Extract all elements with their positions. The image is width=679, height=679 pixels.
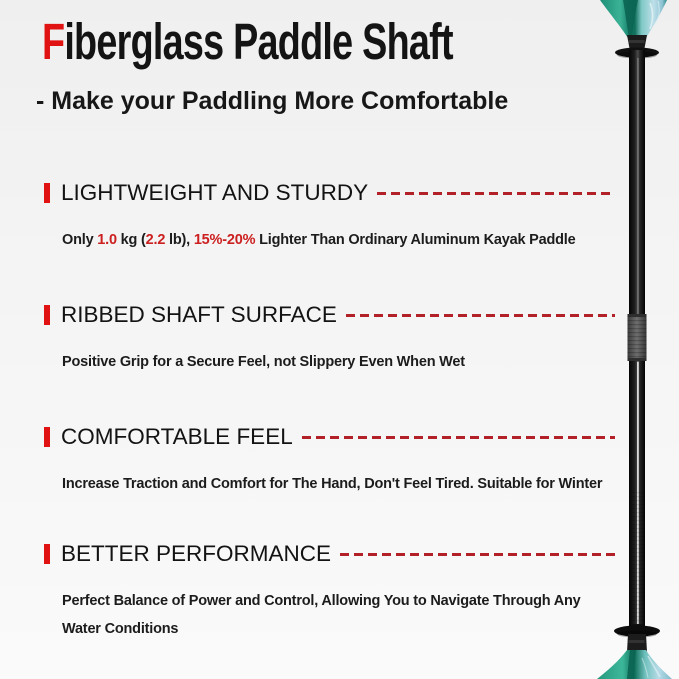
title-rest: iberglass Paddle Shaft: [64, 13, 453, 70]
feature-heading-row: [44, 424, 615, 450]
paddle-top-blade: [600, 0, 667, 38]
feature-body-line: Water Conditions: [62, 621, 179, 637]
title-first-letter: F: [42, 13, 65, 70]
paddle-bottom-blade: [597, 650, 672, 679]
feature-section-lightweight: [44, 180, 615, 254]
shaft-texture: [630, 490, 645, 625]
feature-body: [62, 348, 615, 376]
page-title: [42, 14, 453, 70]
feature-heading: RIBBED SHAFT SURFACE: [61, 302, 337, 327]
feature-heading: COMFORTABLE FEEL: [61, 424, 293, 449]
feature-body: [62, 226, 615, 254]
leader-dash-line: [340, 553, 615, 556]
red-accent-bar: [44, 305, 50, 325]
feature-body: [62, 587, 615, 643]
feature-section-better-performance: [44, 541, 615, 643]
feature-heading-row: [44, 541, 615, 567]
feature-body-line: Perfect Balance of Power and Control, Allowing You to Navigate Through Any: [62, 593, 581, 609]
red-accent-bar: [44, 427, 50, 447]
feature-heading-row: [44, 302, 615, 328]
feature-heading-row: [44, 180, 615, 206]
paddle-shaft-image: [580, 0, 679, 679]
red-accent-bar: [44, 183, 50, 203]
red-accent-bar: [44, 544, 50, 564]
feature-heading: LIGHTWEIGHT AND STURDY: [61, 180, 369, 205]
page-subtitle: - Make your Paddling More Comfortable: [36, 87, 509, 115]
leader-dash-line: [302, 436, 615, 439]
feature-body: [62, 470, 615, 498]
feature-body-line: Positive Grip for a Secure Feel, not Slippery Even When Wet: [62, 354, 465, 370]
feature-heading: BETTER PERFORMANCE: [61, 541, 332, 566]
feature-section-comfortable-feel: [44, 424, 615, 498]
paddle-ribbed-grip: [628, 314, 647, 361]
feature-section-ribbed-surface: [44, 302, 615, 376]
feature-body-line: Increase Traction and Comfort for The Hand, Don't Feel Tired. Suitable for Winter: [62, 476, 603, 492]
feature-body-line: Only 1.0 kg (2.2 lb), 15%-20% Lighter Than Ordinary Aluminum Kayak Paddle: [62, 232, 576, 248]
leader-dash-line: [346, 314, 615, 317]
